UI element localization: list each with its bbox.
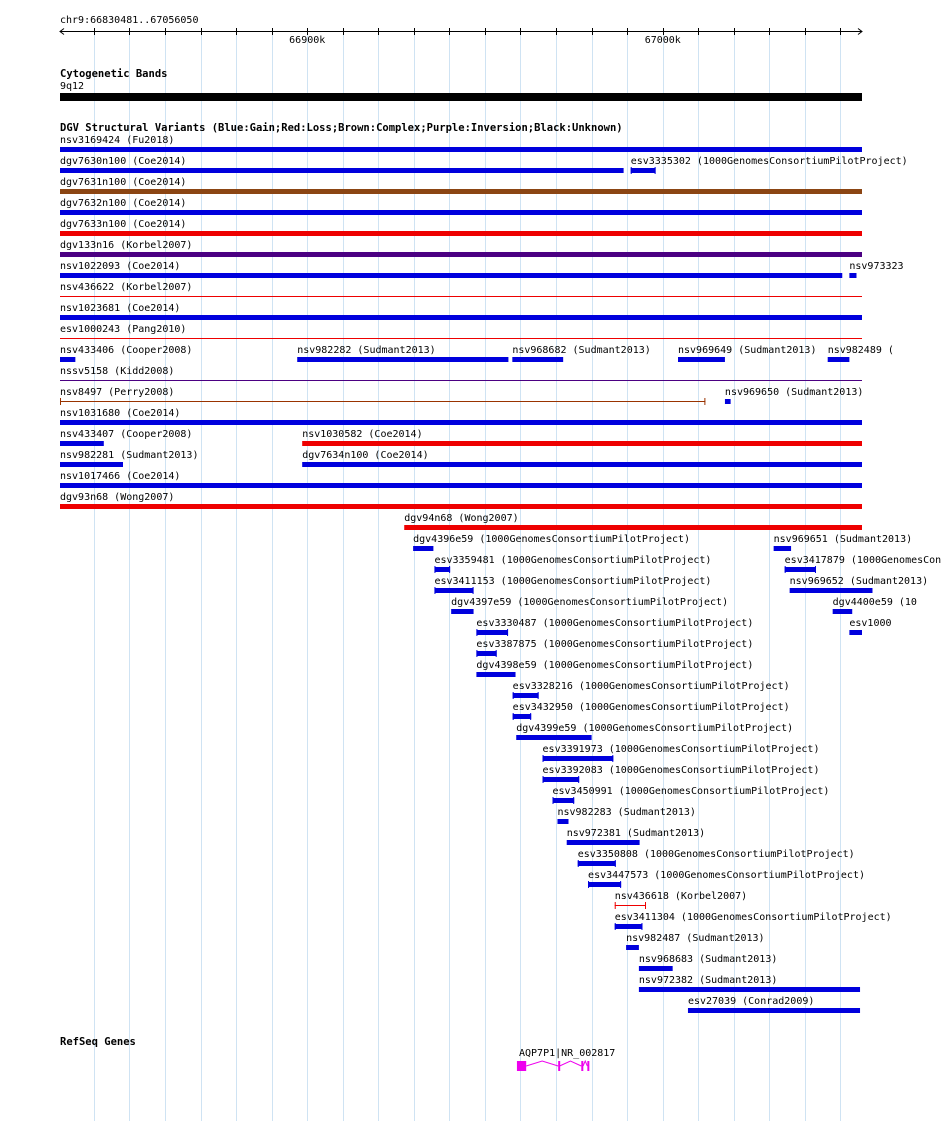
variant-nsv982489 xyxy=(828,357,850,362)
variant-nsv433407 xyxy=(60,441,104,446)
variant-bar xyxy=(578,861,616,866)
gene-intron xyxy=(560,1061,582,1066)
variant-label[interactable]: nsv982489 ( xyxy=(827,345,894,356)
variant-bar xyxy=(302,441,862,446)
variant-bar xyxy=(725,399,731,404)
variant-nsv968682 xyxy=(512,357,563,362)
variant-label[interactable]: esv3432950 (1000GenomesConsortiumPilotProject) xyxy=(512,702,790,713)
variant-bar xyxy=(60,462,123,467)
variant-label[interactable]: esv3335302 (1000GenomesConsortiumPilotProject) xyxy=(630,156,908,167)
variant-bar xyxy=(404,525,862,530)
variant-label[interactable]: esv1000 xyxy=(849,618,892,629)
ruler-tick-label: 67000k xyxy=(644,35,681,46)
variant-cap xyxy=(578,776,579,783)
variant-esv3391973 xyxy=(543,755,614,762)
variant-dgv7634n100 xyxy=(302,462,862,467)
variant-bar xyxy=(60,147,862,152)
variant-nsv972381 xyxy=(567,840,640,845)
variant-cap xyxy=(641,923,642,930)
variant-bar xyxy=(476,630,508,635)
variant-bar xyxy=(60,168,624,173)
variant-esv3432950 xyxy=(513,713,531,720)
variant-cap xyxy=(530,713,531,720)
variant-bar xyxy=(688,1008,860,1013)
variant-cap xyxy=(615,902,616,909)
variant-bar xyxy=(543,756,614,761)
variant-label[interactable]: esv3387875 (1000GenomesConsortiumPilotProject) xyxy=(476,639,754,650)
variant-dgv4398e59 xyxy=(476,672,515,677)
variant-label[interactable]: nsv1022093 (Coe2014) xyxy=(60,261,181,272)
variant-dgv4397e59 xyxy=(451,609,473,614)
variant-label[interactable]: nsv433407 (Cooper2008) xyxy=(60,429,193,440)
variant-label[interactable]: nsv1031680 (Coe2014) xyxy=(60,408,181,419)
variant-nsv982283 xyxy=(557,819,568,824)
variant-bar xyxy=(434,588,473,593)
variant-label[interactable]: dgv7633n100 (Coe2014) xyxy=(60,219,187,230)
variant-bar xyxy=(297,357,508,362)
variant-bar xyxy=(60,420,862,425)
variant-line xyxy=(60,380,862,381)
variant-cap xyxy=(513,713,514,720)
cytoband-track xyxy=(60,93,862,101)
variant-cap xyxy=(612,755,613,762)
variant-bar xyxy=(833,609,853,614)
variant-cap xyxy=(507,629,508,636)
variant-label[interactable]: esv3328216 (1000GenomesConsortiumPilotProject) xyxy=(512,681,790,692)
variant-esv3330487 xyxy=(476,629,508,636)
variant-cap xyxy=(496,650,497,657)
variant-label[interactable]: dgv4398e59 (1000GenomesConsortiumPilotProject) xyxy=(476,660,754,671)
gene-exon xyxy=(581,1061,583,1071)
variant-cap xyxy=(434,566,435,573)
variant-bar xyxy=(849,630,862,635)
variant-bar xyxy=(476,672,515,677)
variant-label[interactable]: nsv1023681 (Coe2014) xyxy=(60,303,181,314)
variant-nssv5158 xyxy=(60,380,862,381)
variant-nsv436622 xyxy=(60,296,862,297)
variant-cap xyxy=(449,566,450,573)
variant-bar xyxy=(512,357,563,362)
variant-nsv968683 xyxy=(639,966,673,971)
variant-nsv3169424 xyxy=(60,147,862,152)
variant-bar xyxy=(615,924,643,929)
variant-label[interactable]: nsv972381 (Sudmant2013) xyxy=(566,828,706,839)
variant-label[interactable]: nsv982281 (Sudmant2013) xyxy=(60,450,199,461)
coordinate-ruler xyxy=(60,28,862,35)
variant-bar xyxy=(588,882,621,887)
variant-dgv7630n100 xyxy=(60,168,624,173)
variant-label[interactable]: esv3330487 (1000GenomesConsortiumPilotProject) xyxy=(476,618,754,629)
gene-intron xyxy=(583,1061,587,1066)
variant-bar xyxy=(60,357,75,362)
variant-cap xyxy=(473,587,474,594)
variant-label[interactable]: nsv8497 (Perry2008) xyxy=(60,387,175,398)
dgv-track-title[interactable]: DGV Structural Variants (Blue:Gain;Red:Loss;Brown:Complex;Purple:Inversion;Black:Unknown) xyxy=(60,122,623,134)
cytoband-track-title[interactable]: Cytogenetic Bands xyxy=(60,68,168,80)
variant-cap xyxy=(785,566,786,573)
variant-nsv433406 xyxy=(60,357,75,362)
variant-label[interactable]: nsv968682 (Sudmant2013) xyxy=(512,345,651,356)
variant-nsv972382 xyxy=(639,987,860,992)
variant-dgv133n16 xyxy=(60,252,862,257)
variant-esv3411304 xyxy=(615,923,643,930)
variant-esv3350808 xyxy=(578,860,616,867)
variant-bar xyxy=(828,357,850,362)
variant-label[interactable]: nsv972382 (Sudmant2013) xyxy=(638,975,778,986)
variant-bar xyxy=(678,357,725,362)
variant-bar xyxy=(434,567,450,572)
variant-esv3447573 xyxy=(588,881,621,888)
variant-nsv1023681 xyxy=(60,315,862,320)
variant-label[interactable]: dgv7632n100 (Coe2014) xyxy=(60,198,187,209)
gene-exon xyxy=(558,1061,560,1071)
variant-label[interactable]: esv1000243 (Pang2010) xyxy=(60,324,187,335)
variant-cap xyxy=(60,398,61,405)
variant-dgv94n68 xyxy=(404,525,862,530)
variant-line xyxy=(60,401,705,402)
variant-label[interactable]: esv3411304 (1000GenomesConsortiumPilotProject) xyxy=(614,912,892,923)
variant-label[interactable]: nsv969651 (Sudmant2013) xyxy=(773,534,913,545)
variant-label[interactable]: esv3417879 (1000GenomesCon xyxy=(784,555,941,566)
variant-bar xyxy=(639,966,673,971)
variant-label[interactable]: nsv982487 (Sudmant2013) xyxy=(626,933,765,944)
variant-cap xyxy=(620,881,621,888)
gene-exon xyxy=(587,1061,589,1071)
variant-esv3359481 xyxy=(434,566,450,573)
variant-esv1000243 xyxy=(60,338,862,339)
variant-bar xyxy=(60,252,862,257)
variant-bar xyxy=(626,945,639,950)
variant-cap xyxy=(815,566,816,573)
variant-label[interactable]: nsv973323 xyxy=(849,261,904,272)
variant-label[interactable]: nsv969649 (Sudmant2013) xyxy=(678,345,817,356)
gene-intron xyxy=(526,1061,558,1066)
variant-label[interactable]: nsv982282 (Sudmant2013) xyxy=(297,345,436,356)
variant-dgv4396e59 xyxy=(413,546,433,551)
variant-bar xyxy=(302,462,862,467)
variant-label[interactable]: nsv1017466 (Coe2014) xyxy=(60,471,181,482)
variant-esv27039 xyxy=(688,1008,860,1013)
variant-dgv93n68 xyxy=(60,504,862,509)
variant-nsv982282 xyxy=(297,357,508,362)
variant-cap xyxy=(655,167,656,174)
cytoband-9q12 xyxy=(60,93,862,101)
variant-cap xyxy=(513,692,514,699)
variant-label[interactable]: dgv7630n100 (Coe2014) xyxy=(60,156,187,167)
variant-bar xyxy=(567,840,640,845)
variant-label[interactable]: nssv5158 (Kidd2008) xyxy=(60,366,175,377)
variant-label[interactable]: esv3350808 (1000GenomesConsortiumPilotProject) xyxy=(577,849,855,860)
variant-label[interactable]: nsv433406 (Cooper2008) xyxy=(60,345,193,356)
variant-cap xyxy=(615,860,616,867)
variant-label[interactable]: nsv969650 (Sudmant2013) xyxy=(724,387,864,398)
variant-label[interactable]: dgv7634n100 (Coe2014) xyxy=(302,450,429,461)
variant-bar xyxy=(639,987,860,992)
variant-bar xyxy=(60,273,842,278)
variant-bar xyxy=(543,777,580,782)
variant-label[interactable]: dgv7631n100 (Coe2014) xyxy=(60,177,187,188)
variant-esv1000 xyxy=(849,630,862,635)
variant-label[interactable]: nsv3169424 (Fu2018) xyxy=(60,135,175,146)
variant-label[interactable]: nsv1030582 (Coe2014) xyxy=(302,429,423,440)
variant-bar xyxy=(790,588,873,593)
variant-bar xyxy=(60,231,862,236)
variant-label[interactable]: dgv93n68 (Wong2007) xyxy=(60,492,175,503)
variant-bar xyxy=(60,441,104,446)
gene-label[interactable]: AQP7P1|NR_002817 xyxy=(519,1048,616,1059)
variant-esv3335302 xyxy=(631,167,656,174)
variant-bar xyxy=(451,609,473,614)
variant-cap xyxy=(543,776,544,783)
variant-bar xyxy=(774,546,791,551)
variant-label[interactable]: nsv436618 (Korbel2007) xyxy=(614,891,748,902)
variant-cap xyxy=(631,167,632,174)
variant-label[interactable]: dgv4396e59 (1000GenomesConsortiumPilotProject) xyxy=(413,534,691,545)
variant-label[interactable]: esv27039 (Conrad2009) xyxy=(687,996,815,1007)
variant-nsv1017466 xyxy=(60,483,862,488)
variant-dgv7631n100 xyxy=(60,189,862,194)
variant-label[interactable]: nsv968683 (Sudmant2013) xyxy=(638,954,778,965)
variant-esv3411153 xyxy=(434,587,473,594)
variant-label[interactable]: nsv969652 (Sudmant2013) xyxy=(789,576,929,587)
variant-bar xyxy=(513,714,531,719)
variant-dgv7632n100 xyxy=(60,210,862,215)
variant-bar xyxy=(631,168,656,173)
variant-cap xyxy=(476,629,477,636)
variant-cap xyxy=(578,860,579,867)
variant-cap xyxy=(538,692,539,699)
variant-bar xyxy=(60,483,862,488)
variant-label[interactable]: esv3392083 (1000GenomesConsortiumPilotProject) xyxy=(542,765,820,776)
refseq-track-title[interactable]: RefSeq Genes xyxy=(60,1036,136,1048)
variant-nsv1030582 xyxy=(302,441,862,446)
variant-bar xyxy=(849,273,856,278)
variant-bar xyxy=(413,546,433,551)
variant-nsv8497 xyxy=(60,398,705,405)
variant-nsv969651 xyxy=(774,546,791,551)
variant-label[interactable]: esv3411153 (1000GenomesConsortiumPilotProject) xyxy=(434,576,712,587)
variant-dgv4400e59 xyxy=(833,609,853,614)
variant-nsv969652 xyxy=(790,588,873,593)
variant-dgv4399e59 xyxy=(516,735,591,740)
variant-bar xyxy=(557,819,568,824)
variant-label[interactable]: nsv982283 (Sudmant2013) xyxy=(557,807,696,818)
variant-bar xyxy=(513,693,539,698)
variant-esv3450991 xyxy=(552,797,574,804)
variant-bar xyxy=(785,567,816,572)
variant-bar xyxy=(60,504,862,509)
variant-nsv436618 xyxy=(615,902,646,909)
variant-nsv969649 xyxy=(678,357,725,362)
variant-label[interactable]: esv3450991 (1000GenomesConsortiumPilotProject) xyxy=(552,786,830,797)
variant-nsv969650 xyxy=(725,399,731,404)
variant-label[interactable]: dgv133n16 (Korbel2007) xyxy=(60,240,193,251)
variant-cap xyxy=(543,755,544,762)
variant-label[interactable]: esv3359481 (1000GenomesConsortiumPilotProject) xyxy=(434,555,712,566)
variant-nsv982487 xyxy=(626,945,639,950)
variant-bar xyxy=(476,651,496,656)
variant-esv3392083 xyxy=(543,776,580,783)
variant-label[interactable]: dgv4399e59 (1000GenomesConsortiumPilotProject) xyxy=(516,723,794,734)
variant-esv3328216 xyxy=(513,692,539,699)
variant-line xyxy=(60,296,862,297)
gene-exon xyxy=(517,1061,526,1071)
variant-cap xyxy=(552,797,553,804)
variant-line xyxy=(60,338,862,339)
locus-label: chr9:66830481..67056050 xyxy=(60,15,199,26)
variant-label[interactable]: dgv4400e59 (10 xyxy=(832,597,917,608)
variant-cap xyxy=(704,398,705,405)
variant-dgv7633n100 xyxy=(60,231,862,236)
variant-nsv982281 xyxy=(60,462,123,467)
ruler-tick-label: 66900k xyxy=(289,35,326,46)
variant-label[interactable]: nsv436622 (Korbel2007) xyxy=(60,282,193,293)
cytoband-name: 9q12 xyxy=(60,81,85,92)
variant-label[interactable]: dgv94n68 (Wong2007) xyxy=(404,513,519,524)
variant-cap xyxy=(476,650,477,657)
variant-bar xyxy=(60,189,862,194)
variant-cap xyxy=(573,797,574,804)
variant-bar xyxy=(552,798,574,803)
variant-nsv1031680 xyxy=(60,420,862,425)
variant-esv3417879 xyxy=(785,566,816,573)
variant-bar xyxy=(60,210,862,215)
variant-nsv973323 xyxy=(849,273,856,278)
refseq-genes-track xyxy=(517,1061,589,1071)
variant-bar xyxy=(516,735,591,740)
variant-cap xyxy=(588,881,589,888)
variant-cap xyxy=(645,902,646,909)
variant-label[interactable]: dgv4397e59 (1000GenomesConsortiumPilotProject) xyxy=(451,597,729,608)
variant-line xyxy=(615,905,646,906)
variant-esv3387875 xyxy=(476,650,496,657)
variant-label[interactable]: esv3391973 (1000GenomesConsortiumPilotProject) xyxy=(542,744,820,755)
variant-cap xyxy=(434,587,435,594)
variant-label[interactable]: esv3447573 (1000GenomesConsortiumPilotProject) xyxy=(588,870,865,881)
variant-nsv1022093 xyxy=(60,273,842,278)
variant-bar xyxy=(60,315,862,320)
variant-cap xyxy=(615,923,616,930)
